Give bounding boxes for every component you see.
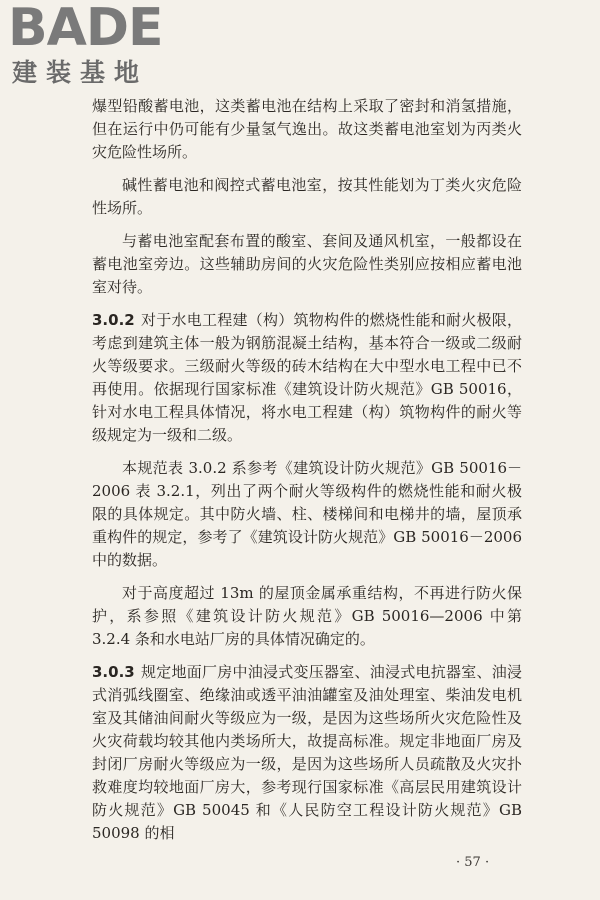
logo-wordmark: BADE	[8, 0, 163, 58]
paragraph-text: 爆型铅酸蓄电池，这类蓄电池在结构上采取了密封和消氢措施，但在运行中仍可能有少量氢气逸出。故这类蓄电池室划为丙类火灾危险性场所。	[92, 97, 522, 161]
paragraph-continuation	[92, 95, 522, 164]
paragraph	[92, 174, 522, 220]
paragraph-text: 规定地面厂房中油浸式变压器室、油浸式电抗器室、油浸式消弧线圈室、绝缘油或透平油油罐室及油处理室、柴油发电机室及其储油间耐火等级应为一级，是因为这些场所火灾危险性及火灾荷载均较其他内类场所大，故提高标准。规定非地面厂房及封闭厂房耐火等级应为一级，是因为这些场所人员疏散及火灾扑救难度均较地面厂房大，参考现行国家标准《高层民用建筑设计防火规范》GB 50045 和《人民防空工程设计防火规范》GB 50098 的相	[92, 663, 522, 842]
section-paragraph	[92, 309, 522, 447]
paragraph-text: 对于水电工程建（构）筑物构件的燃烧性能和耐火极限，考虑到建筑主体一般为钢筋混凝土结构，基本符合一级或二级耐火等级要求。三级耐火等级的砖木结构在大中型水电工程中已不再使用。依据现行国家标准《建筑设计防火规范》GB 50016，针对水电工程具体情况，将水电工程建（构）筑物构件的耐火等级规定为一级和二级。	[92, 311, 522, 444]
paragraph	[92, 230, 522, 299]
logo-subtitle: 建装基地	[12, 58, 149, 87]
document-body	[92, 95, 522, 855]
paragraph-text: 本规范表 3.0.2 系参考《建筑设计防火规范》GB 50016－2006 表 3.2.1，列出了两个耐火等级构件的燃烧性能和耐火极限的具体规定。其中防火墙、柱、楼梯间和电梯井的墙，屋顶承重构件的规定，参考了《建筑设计防火规范》GB 50016－2006 中的数据。	[92, 459, 522, 569]
paragraph-text: 碱性蓄电池和阀控式蓄电池室，按其性能划为丁类火灾危险性场所。	[92, 176, 522, 217]
paragraph	[92, 582, 522, 651]
paragraph	[92, 457, 522, 572]
paragraph-text: 对于高度超过 13m 的屋顶金属承重结构，不再进行防火保护，系参照《建筑设计防火规范》GB 50016—2006 中第 3.2.4 条和水电站厂房的具体情况确定的。	[92, 584, 522, 648]
section-paragraph	[92, 661, 522, 845]
section-number: 3.0.3	[92, 663, 135, 681]
section-number: 3.0.2	[92, 311, 135, 329]
page-number: · 57 ·	[456, 855, 490, 870]
brand-logo	[8, 2, 208, 94]
paragraph-text: 与蓄电池室配套布置的酸室、套间及通风机室，一般都设在蓄电池室旁边。这些辅助房间的火灾危险性类别应按相应蓄电池室对待。	[92, 232, 522, 296]
